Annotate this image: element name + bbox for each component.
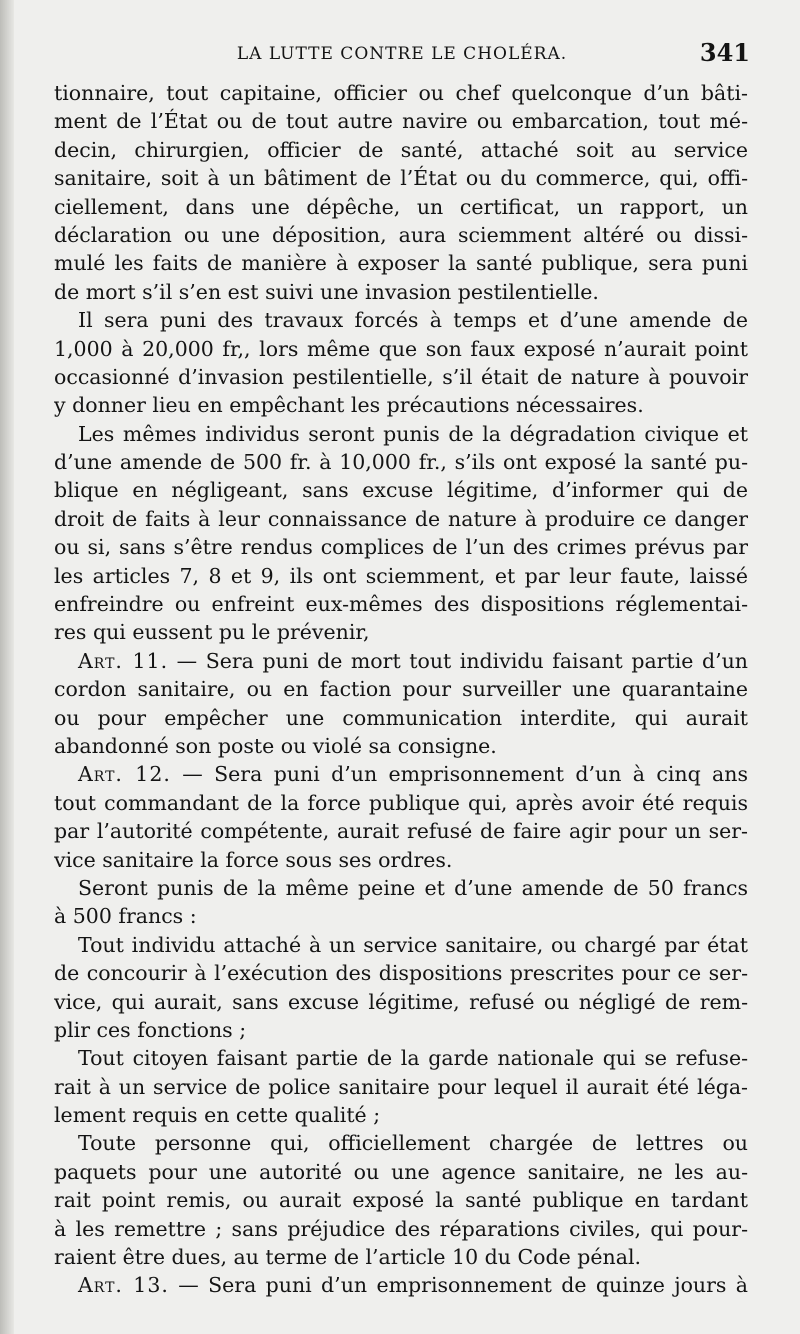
page-header (54, 38, 750, 70)
text-line: blique en négligeant, sans excuse légitime, d’informer qui de (54, 478, 748, 503)
text-line: les articles 7, 8 et 9, ils ont sciemment, et par leur faute, laissé (54, 563, 748, 588)
article-label: Art. 11. (78, 648, 169, 673)
text-line: droit de faits à leur connaissance de nature à produire ce danger (54, 506, 748, 531)
text-line: Il sera puni des travaux forcés à temps et d’une amende de (78, 308, 748, 333)
text-line: Toute personne qui, officiellement chargée de lettres ou (78, 1131, 748, 1156)
article-line (54, 760, 748, 788)
text-line: Seront punis de la même peine et d’une amende de 50 francs (78, 875, 748, 900)
article-label: Art. 13. (78, 1273, 169, 1298)
text-line: à 500 francs : (54, 904, 197, 929)
text-line: tout commandant de la force publique qui, après avoir été requis (54, 790, 748, 815)
text-line: rait point remis, ou aurait exposé la santé publique en tardant (54, 1188, 748, 1213)
text-line: sanitaire, soit à un bâtiment de l’État ou du commerce, qui, offi- (54, 166, 748, 191)
text-line: vice sanitaire la force sous ses ordres. (54, 847, 453, 872)
text-line: mulé les faits de manière à exposer la santé publique, sera puni (54, 251, 748, 276)
text-line: decin, chirurgien, officier de santé, attaché soit au service (54, 137, 748, 162)
text-line: Tout individu attaché à un service sanitaire, ou chargé par état (78, 932, 748, 957)
text-line: ment de l’État ou de tout autre navire ou embarcation, tout mé- (54, 109, 748, 134)
text-line: à les remettre ; sans préjudice des réparations civiles, qui pour- (54, 1216, 748, 1241)
text-line: d’une amende de 500 fr. à 10,000 fr., s’ils ont exposé la santé pu- (54, 450, 748, 475)
article-line (54, 647, 748, 675)
text-line: y donner lieu en empêchant les précautions nécessaires. (54, 393, 644, 418)
text-line: tionnaire, tout capitaine, officier ou chef quelconque d’un bâti- (54, 81, 748, 105)
article-line (54, 1271, 748, 1299)
text-line: vice, qui aurait, sans excuse légitime, refusé ou négligé de rem- (54, 989, 748, 1014)
text-line: Tout citoyen faisant partie de la garde nationale qui se refuse- (78, 1046, 748, 1071)
text-line: cordon sanitaire, ou en faction pour surveiller une quarantaine (54, 677, 748, 702)
text-line: occasionné d’invasion pestilentielle, s’il était de nature à pouvoir (54, 364, 748, 389)
text-line: lement requis en cette qualité ; (54, 1103, 381, 1128)
text-line: abandonné son poste ou violé sa consigne. (54, 733, 497, 758)
text-line: 1,000 à 20,000 fr,, lors même que son faux exposé n’aurait point (54, 336, 748, 361)
article-text: — Sera puni d’un emprisonnement de quinze jours à (168, 1273, 748, 1298)
article-label: Art. 12. (78, 762, 171, 787)
text-line: paquets pour une autorité ou une agence sanitaire, ne les au- (54, 1159, 748, 1184)
text-line: rait à un service de police sanitaire pour lequel il aurait été léga- (54, 1074, 748, 1099)
article-text: — Sera puni d’un emprisonnement d’un à cinq ans (170, 762, 748, 787)
text-line: par l’autorité compétente, aurait refusé de faire agir pour un ser- (54, 819, 748, 844)
text-line: enfreindre ou enfreint eux-mêmes des dispositions réglementai- (54, 592, 748, 617)
page-number: 341 (699, 38, 750, 67)
text-line: de concourir à l’exécution des dispositions prescrites pour ce ser- (54, 961, 748, 986)
running-title: LA LUTTE CONTRE LE CHOLÉRA. (236, 44, 568, 64)
text-line: ou pour empêcher une communication interdite, qui aurait (54, 705, 748, 730)
text-line: res qui eussent pu le prévenir, (54, 620, 370, 645)
text-line: de mort s’il s’en est suivi une invasion pestilentielle. (54, 279, 599, 304)
page-body-text (54, 79, 748, 1300)
article-text: — Sera puni de mort tout individu faisant partie d’un (168, 648, 748, 673)
text-line: ou si, sans s’être rendus complices de l’un des crimes prévus par (54, 535, 748, 560)
text-line: plir ces fonctions ; (54, 1017, 247, 1042)
page-gutter-shadow (0, 0, 14, 1334)
text-line: Les mêmes individus seront punis de la dégradation civique et (78, 421, 748, 446)
text-line: raient être dues, au terme de l’article 10 du Code pénal. (54, 1245, 642, 1270)
text-line: ciellement, dans une dépêche, un certificat, un rapport, un (54, 194, 748, 219)
text-line: déclaration ou une déposition, aura sciemment altéré ou dissi- (54, 222, 748, 247)
